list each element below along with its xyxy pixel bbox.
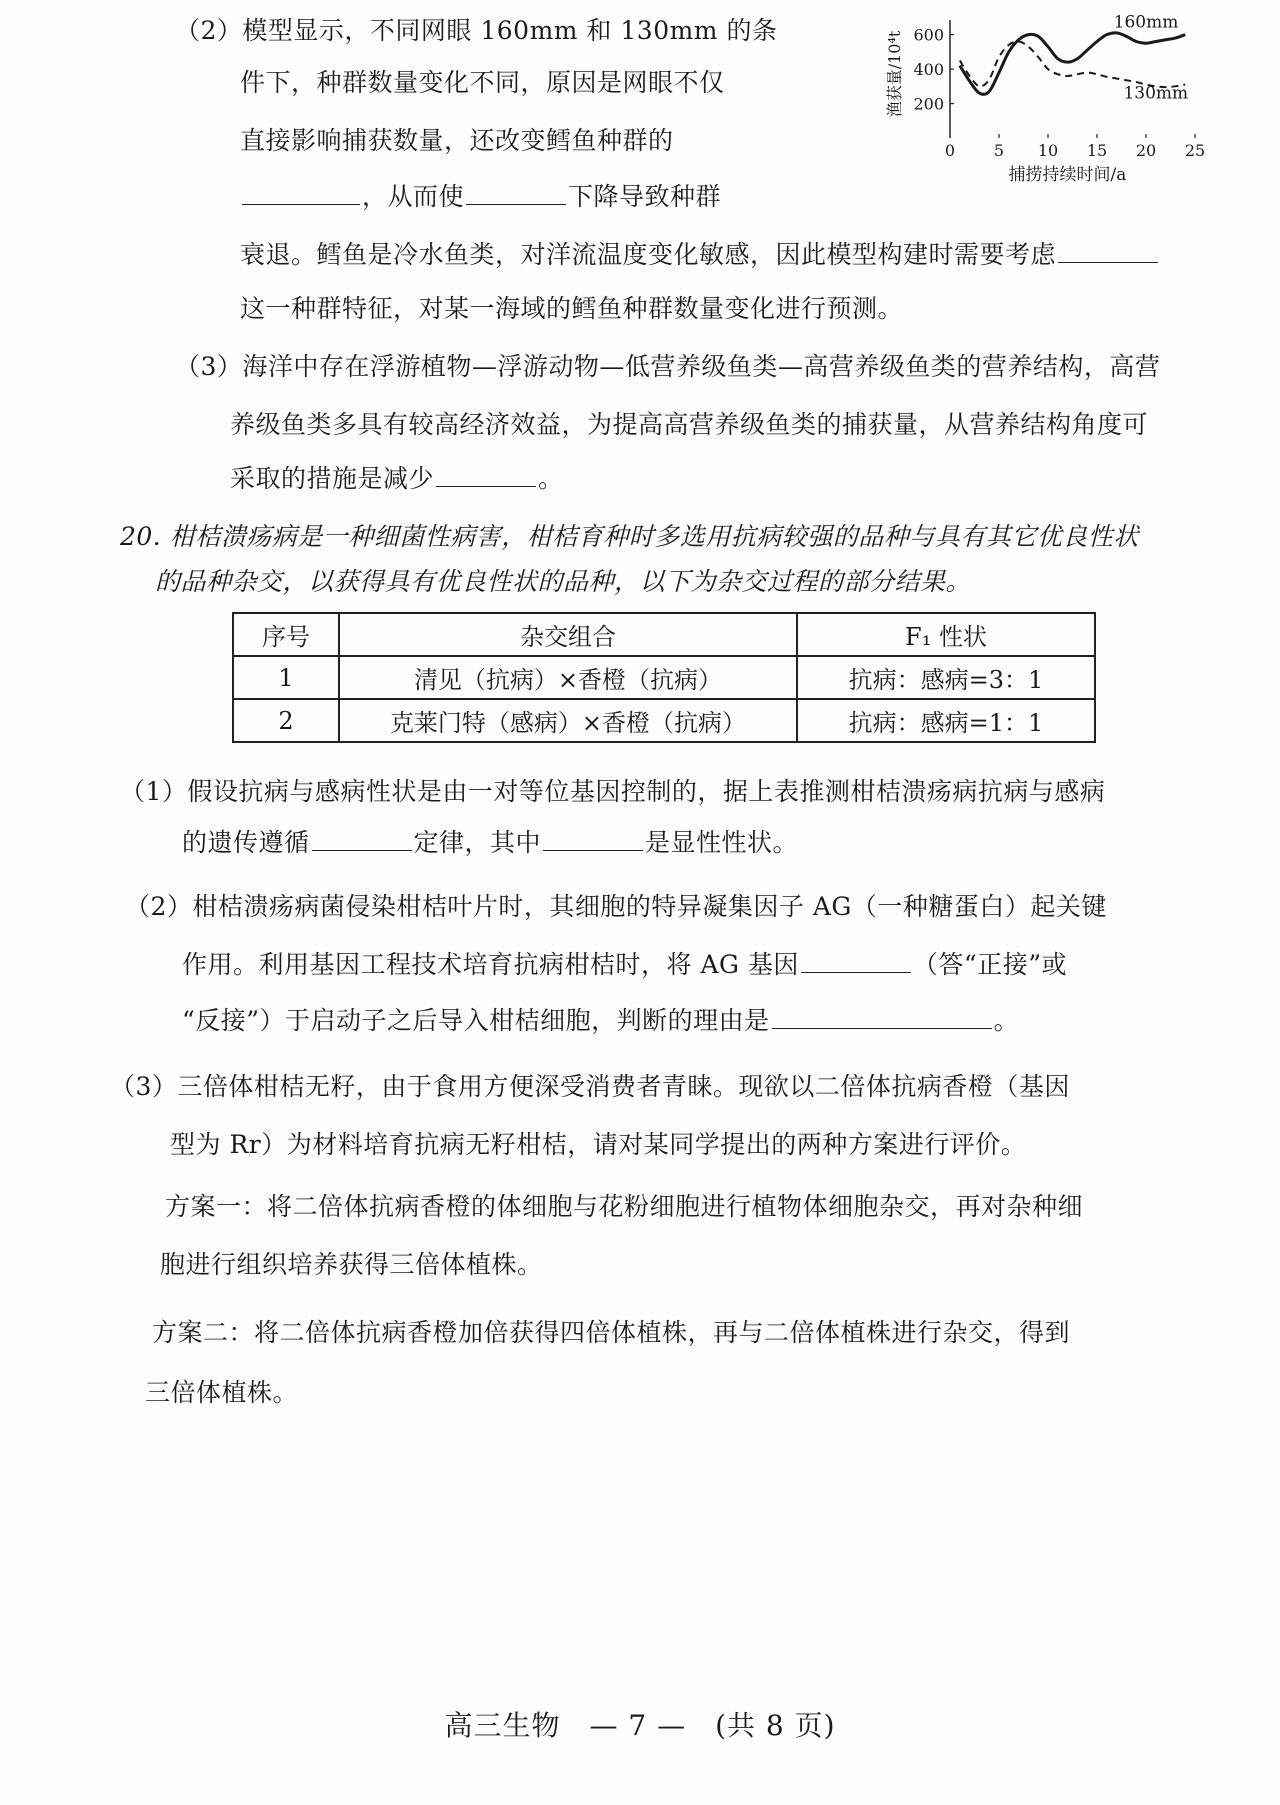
x-tick-label: 15 [1086, 141, 1108, 160]
cross-results-table [232, 612, 1096, 743]
answer-blank[interactable] [312, 826, 412, 851]
x-tick-label: 10 [1037, 141, 1059, 160]
q20-stem-line2: 的品种杂交，以获得具有优良性状的品种，以下为杂交过程的部分结果。 [155, 567, 972, 596]
x-axis-title: 捕捞持续时间/a [1008, 165, 1127, 185]
q19-2-line1: （2）模型显示，不同网眼 160mm 和 130mm 的条 [175, 16, 778, 45]
q20-2-line2-b: （答“正接”或 [912, 950, 1067, 979]
cell-f1: 抗病：感病=3：1 [797, 656, 1095, 699]
cell-cross: 清见（抗病）×香橙（抗病） [339, 656, 797, 699]
x-tick-label: 20 [1135, 141, 1157, 160]
q19-2-line6: 这一种群特征，对某一海域的鳕鱼种群数量变化进行预测。 [240, 294, 904, 323]
q20-2-line3-b: 。 [993, 1006, 1020, 1035]
cell-f1: 抗病：感病=1：1 [797, 699, 1095, 742]
q19-2-line5 [240, 238, 1160, 272]
cell-index: 2 [233, 699, 339, 742]
col-header-f1: F₁ 性状 [797, 613, 1095, 656]
x-tick-label: 0 [944, 141, 956, 160]
series-label-160mm: 160mm [1113, 12, 1179, 33]
cell-index: 1 [233, 656, 339, 699]
q19-2-line2: 件下，种群数量变化不同，原因是网眼不仅 [240, 68, 725, 97]
catch-chart [780, 8, 1206, 193]
q20-1-line2-b: 定律，其中 [413, 828, 542, 857]
q20-1-line1: （1）假设抗病与感病性状是由一对等位基因控制的，据上表推测柑桔溃疡病抗病与感病 [120, 777, 1106, 806]
plan-two-line1: 方案二：将二倍体抗病香橙加倍获得四倍体植株，再与二倍体植株进行杂交，得到 [152, 1318, 1071, 1347]
plan-one-line2: 胞进行组织培养获得三倍体植株。 [160, 1250, 543, 1279]
series-line-130mm [960, 41, 1185, 87]
answer-blank[interactable] [543, 826, 643, 851]
col-header-index: 序号 [233, 613, 339, 656]
q20-2-line3 [182, 1004, 1019, 1038]
table-row [233, 656, 1095, 699]
answer-blank[interactable] [1058, 238, 1158, 263]
q20-1-line2-c: 是显性性状。 [645, 828, 799, 857]
x-tick-label: 25 [1184, 141, 1206, 160]
q20-3-line2: 型为 Rr）为材料培育抗病无籽柑桔，请对某同学提出的两种方案进行评价。 [170, 1130, 1027, 1159]
col-header-cross: 杂交组合 [339, 613, 797, 656]
y-tick-label: 600 [913, 25, 944, 45]
q19-3-line3 [230, 462, 564, 496]
q19-2-line4 [240, 180, 721, 214]
series-label-130mm: 130mm [1123, 83, 1189, 104]
q19-3-line2: 养级鱼类多具有较高经济效益，为提高高营养级鱼类的捕获量，从营养结构角度可 [230, 410, 1149, 439]
q20-2-line3-a: “反接”）于启动子之后导入柑桔细胞，判断的理由是 [182, 1006, 770, 1035]
q19-3-line1: （3）海洋中存在浮游植物—浮游动物—低营养级鱼类—高营养级鱼类的营养结构，高营 [175, 352, 1161, 381]
q20-2-line1: （2）柑桔溃疡病菌侵染柑桔叶片时，其细胞的特异凝集因子 AG（一种糖蛋白）起关键 [125, 892, 1107, 921]
table-header-row [233, 613, 1095, 656]
page-footer: 高三生物 — 7 — (共 8 页) [444, 1709, 836, 1742]
answer-blank[interactable] [436, 462, 536, 487]
plan-two-line2: 三倍体植株。 [145, 1378, 299, 1407]
cell-cross: 克莱门特（感病）×香橙（抗病） [339, 699, 797, 742]
plan-one-line1: 方案一：将二倍体抗病香橙的体细胞与花粉细胞进行植物体细胞杂交，再对杂种细 [165, 1192, 1084, 1221]
answer-blank[interactable] [772, 1004, 992, 1029]
answer-blank[interactable] [242, 180, 360, 205]
q20-stem-line1: 20. 柑桔溃疡病是一种细菌性病害，柑桔育种时多选用抗病较强的品种与具有其它优良性状 [120, 522, 1139, 551]
x-tick-label: 5 [993, 141, 1005, 160]
y-tick-label: 200 [913, 94, 944, 114]
q20-3-line1: （3）三倍体柑桔无籽，由于食用方便深受消费者青睐。现欲以二倍体抗病香橙（基因 [110, 1072, 1070, 1101]
table-row [233, 699, 1095, 742]
q20-1-line2-a: 的遗传遵循 [182, 828, 310, 857]
chart-labels [885, 13, 1205, 185]
q19-3-line3-b: 。 [538, 464, 564, 493]
q20-2-line2 [182, 948, 1067, 982]
answer-blank[interactable] [466, 180, 566, 205]
q19-2-line4-b: ，从而使 [362, 182, 465, 211]
q20-2-line2-a: 作用。利用基因工程技术培育抗病柑桔时，将 AG 基因 [182, 950, 799, 979]
q19-2-line5-a: 衰退。鳕鱼是冷水鱼类，对洋流温度变化敏感，因此模型构建时需要考虑 [240, 240, 1057, 269]
chart-axes [950, 20, 1195, 138]
q19-3-line3-a: 采取的措施是减少 [230, 464, 435, 493]
q19-2-line3: 直接影响捕获数量，还改变鳕鱼种群的 [240, 126, 674, 155]
y-tick-label: 400 [913, 60, 944, 80]
y-axis-title: 渔获量/10⁴t [885, 30, 904, 118]
q20-1-line2 [182, 826, 798, 860]
answer-blank[interactable] [801, 948, 911, 973]
q19-2-line4-c: 下降导致种群 [568, 182, 722, 211]
